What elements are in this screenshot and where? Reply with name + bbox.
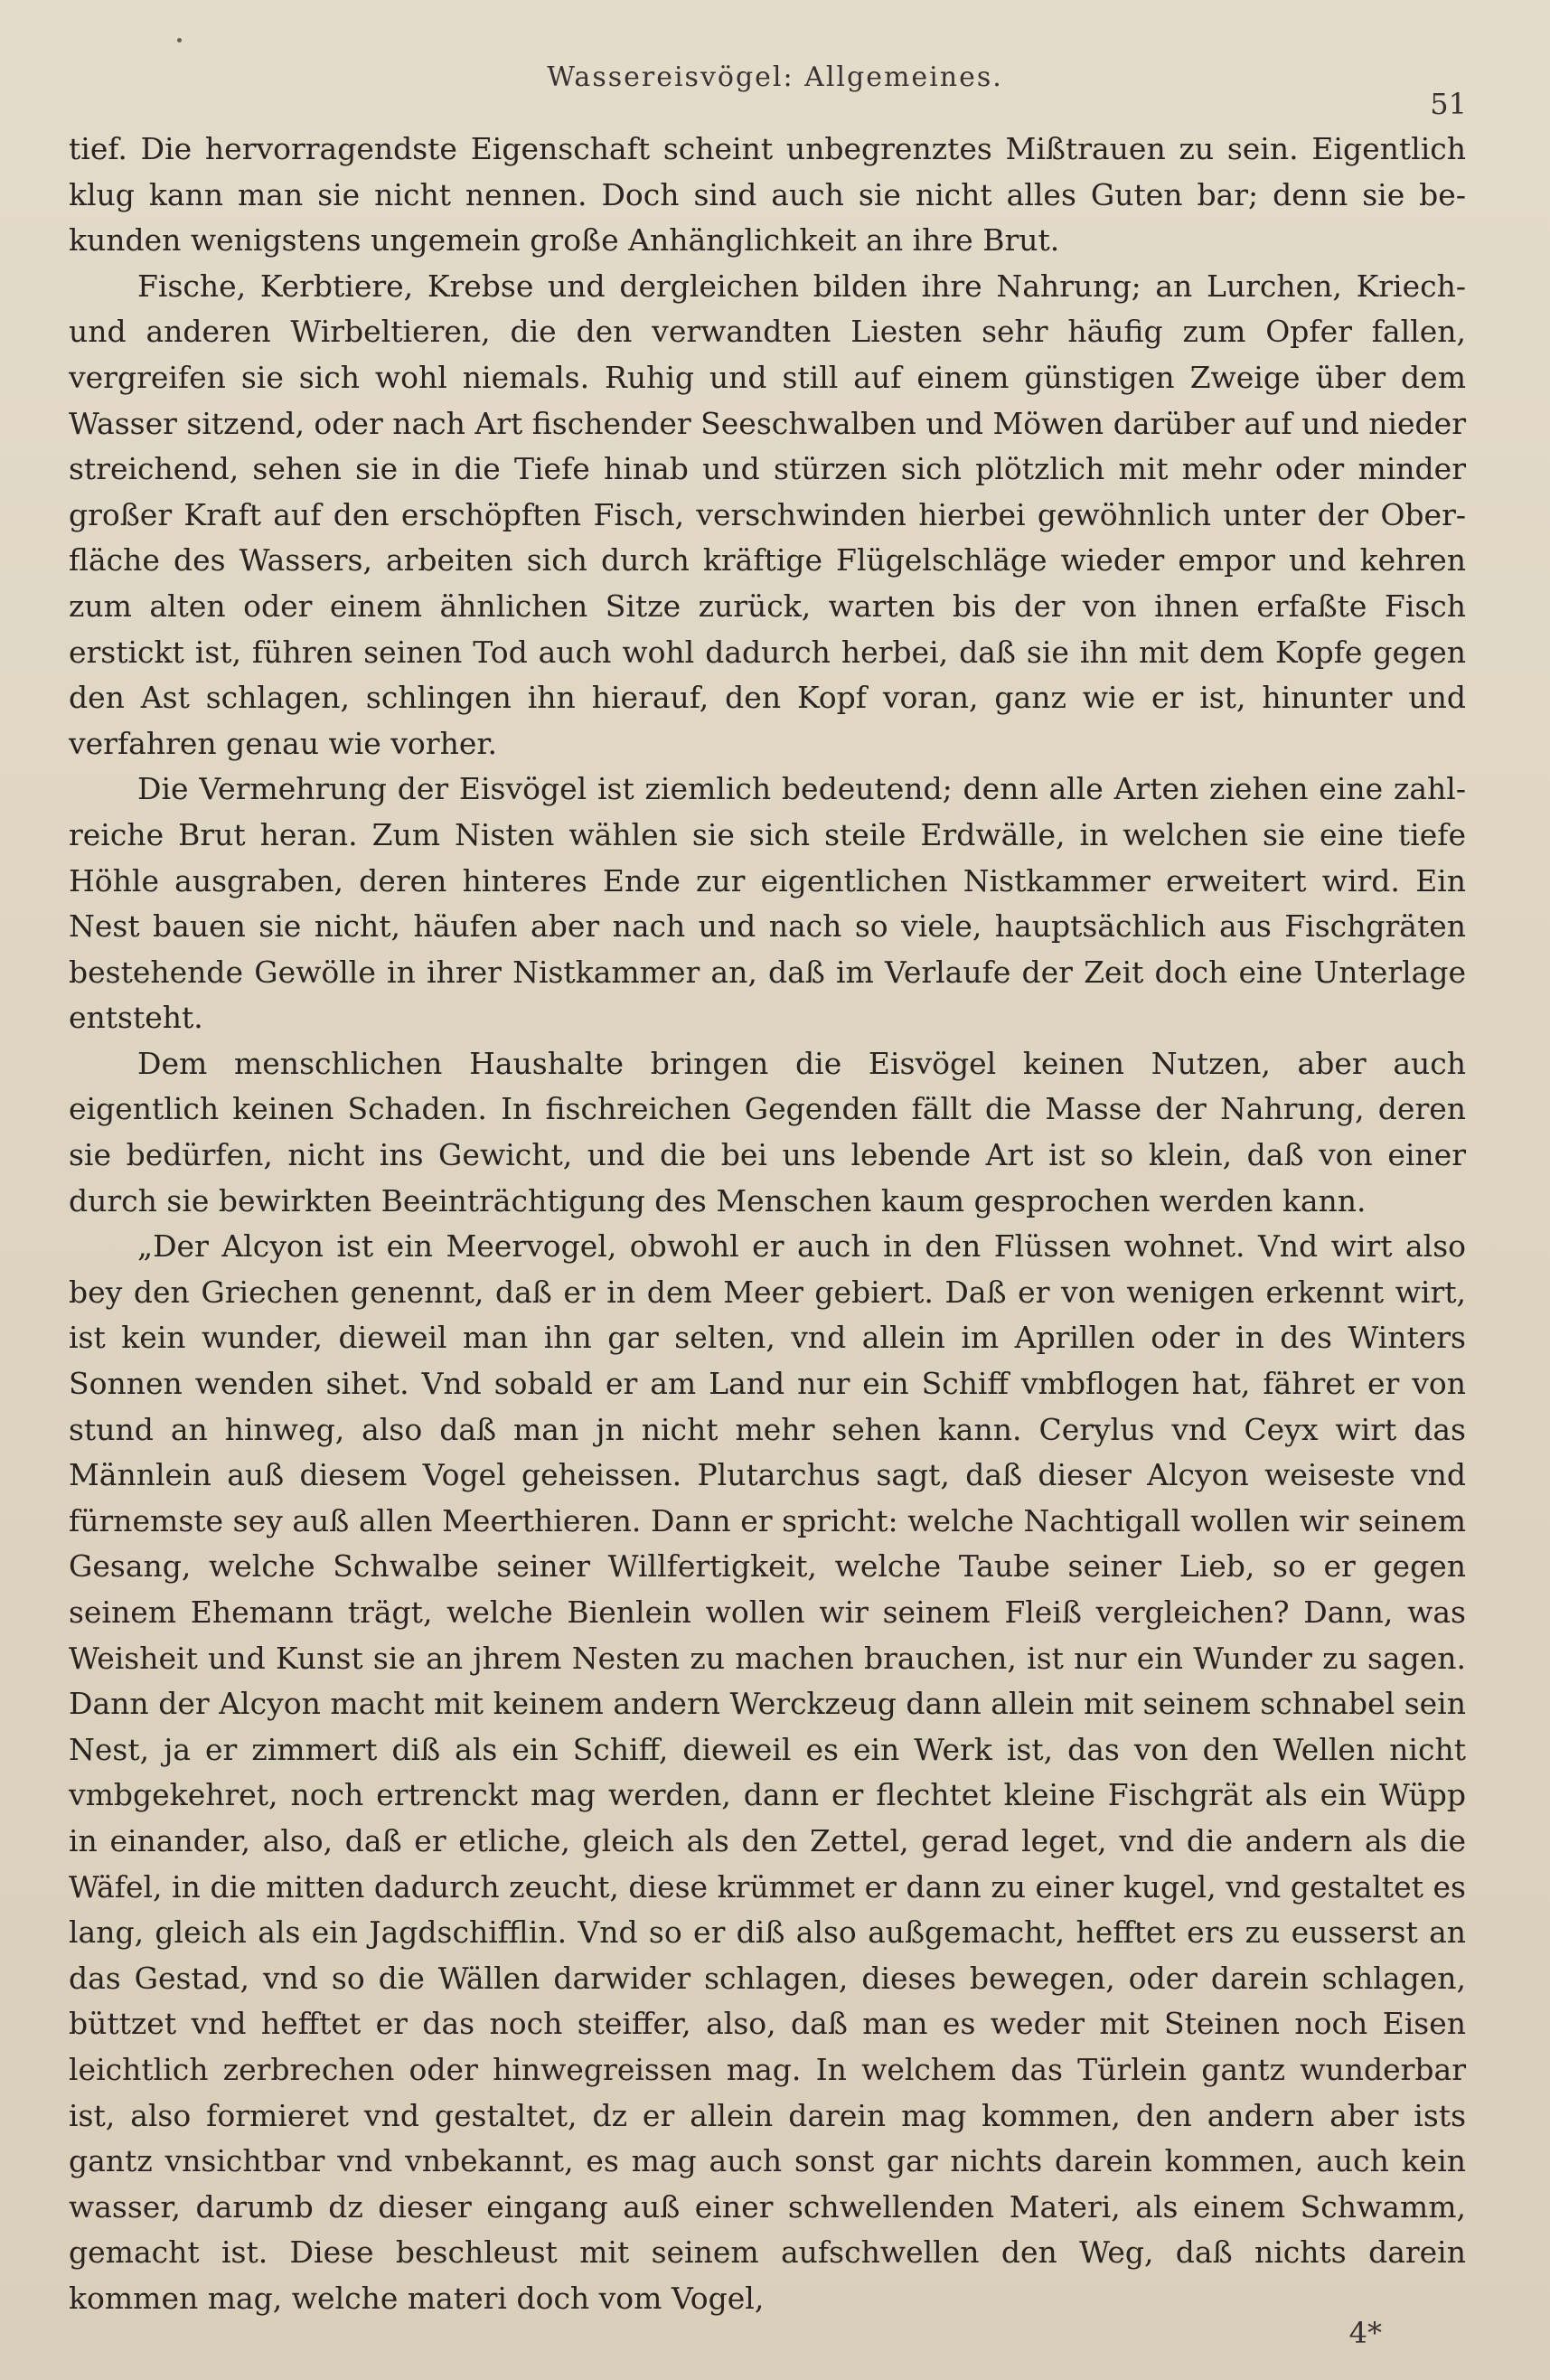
ink-speck [177,38,182,42]
body-text [69,127,1466,2322]
paragraph: tief. Die hervorragendste Eigenschaft scheint unbegrenztes Mißtrauen zu sein. Eigentlich klug kann man sie nicht nennen. Doch sind auch sie nicht alles Guten bar; denn sie bekunden wenigstens ungemein große Anhänglichkeit an ihre Brut. [69,131,1466,259]
paragraph: Dem menschlichen Haushalte bringen die Eisvögel keinen Nutzen, aber auch eigentlich keinen Schaden. In fischreichen Gegenden fällt die Masse der Nahrung, deren sie bedürfen, nicht ins Gewicht, und die bei uns lebende Art ist so klein, daß von einer durch sie bewirkten Beeinträchtigung des Menschen kaum gesprochen werden kann. [69,1045,1466,1218]
page-number: 51 [1430,87,1467,121]
paragraph: Fische, Kerbtiere, Krebse und dergleichen bilden ihre Nahrung; an Lurchen, Kriechund anderen Wirbeltieren, die den verwandten Liesten sehr häufig zum Opfer fallen, vergreifen sie sich wohl niemals. Ruhig und still auf einem günstigen Zweige über dem Wasser sitzend, oder nach Art fischender Seeschwalben und Möwen darüber auf und nieder streichend, sehen sie in die Tiefe hinab und stürzen sich plötzlich mit mehr oder minder großer Kraft auf den erschöpften Fisch, verschwinden hierbei gewöhnlich unter der Oberfläche des Wassers, arbeiten sich durch kräftige Flügelschläge wieder empor und kehren zum alten oder einem ähnlichen Sitze zurück, warten bis der von ihnen erfaßte Fisch erstickt ist, führen seinen Tod auch wohl dadurch herbei, daß sie ihn mit dem Kopfe gegen den Ast schlagen, schlingen ihn hierauf, den Kopf voran, ganz wie er ist, hinunter und verfahren genau wie vorher. [69,268,1466,761]
paragraph: Die Vermehrung der Eisvögel ist ziemlich bedeutend; denn alle Arten ziehen eine zahlreiche Brut heran. Zum Nisten wählen sie sich steile Erdwälle, in welchen sie eine tiefe Höhle ausgraben, deren hinteres Ende zur eigentlichen Nistkammer erweitert wird. Ein Nest bauen sie nicht, häufen aber nach und nach so viele, hauptsächlich aus Fischgräten bestehende Gewölle in ihrer Nistkammer an, daß im Verlaufe der Zeit doch eine Unterlage entsteht. [69,771,1466,1036]
running-header: Wassereisvögel: Allgemeines. [547,61,1003,93]
quotation-paragraph: „Der Alcyon ist ein Meervogel, obwohl er auch in den Flüssen wohnet. Vnd wirt also bey den Griechen genennt, daß er in dem Meer gebiert. Daß er von wenigen erkennt wirt, ist kein wunder, dieweil man ihn gar selten, vnd allein im Aprillen oder in des Winters Sonnen wenden sihet. Vnd sobald er am Land nur ein Schiff vmbflogen hat, fähret er von stund an hinweg, also daß man jn nicht mehr sehen kann. Cerylus vnd Ceyx wirt das Männlein auß diesem Vogel geheissen. Plutarchus sagt, daß dieser Alcyon weiseste vnd fürnemste sey auß allen Meerthieren. Dann er spricht: welche Nachtigall wollen wir seinem Gesang, welche Schwalbe seiner Willfertigkeit, welche Taube seiner Lieb, so er gegen seinem Ehemann trägt, welche Bienlein wollen wir seinem Fleiß vergleichen? Dann, was Weisheit und Kunst sie an jhrem Nesten zu machen brauchen, ist nur ein Wunder zu sagen. Dann der Alcyon macht mit keinem andern Werckzeug dann allein mit seinem schnabel sein Nest, ja er zimmert diß als ein Schiff, dieweil es ein Werk ist, das von den Wellen nicht vmbgekehret, noch ertrenckt mag werden, dann er flechtet kleine Fischgrät als ein Wüpp in einander, also, daß er etliche, gleich als den Zettel, gerad leget, vnd die andern als die Wäfel, in die mitten dadurch zeucht, diese krümmet er dann zu einer kugel, vnd gestaltet es lang, gleich als ein Jagdschifflin. Vnd so er diß also außgemacht, hefftet ers zu eusserst an das Gestad, vnd so die Wällen darwider schlagen, dieses bewegen, oder darein schlagen, büttzet vnd hefftet er das noch steiffer, also, daß man es weder mit Steinen noch Eisen leichtlich zerbrechen oder hinwegreissen mag. In welchem das Türlein gantz wunderbar ist, also formieret vnd gestaltet, dz er allein darein mag kommen, den andern aber ists gantz vnsichtbar vnd vnbekannt, es mag auch sonst gar nichts darein kommen, auch kein wasser, darumb dz dieser eingang auß einer schwellenden Materi, als einem Schwamm, gemacht ist. Diese beschleust mit seinem aufschwellen den Weg, daß nichts darein kommen mag, welche materi doch vom Vogel, [69,1228,1466,2316]
printer-signature-mark: 4* [1348,2316,1382,2350]
